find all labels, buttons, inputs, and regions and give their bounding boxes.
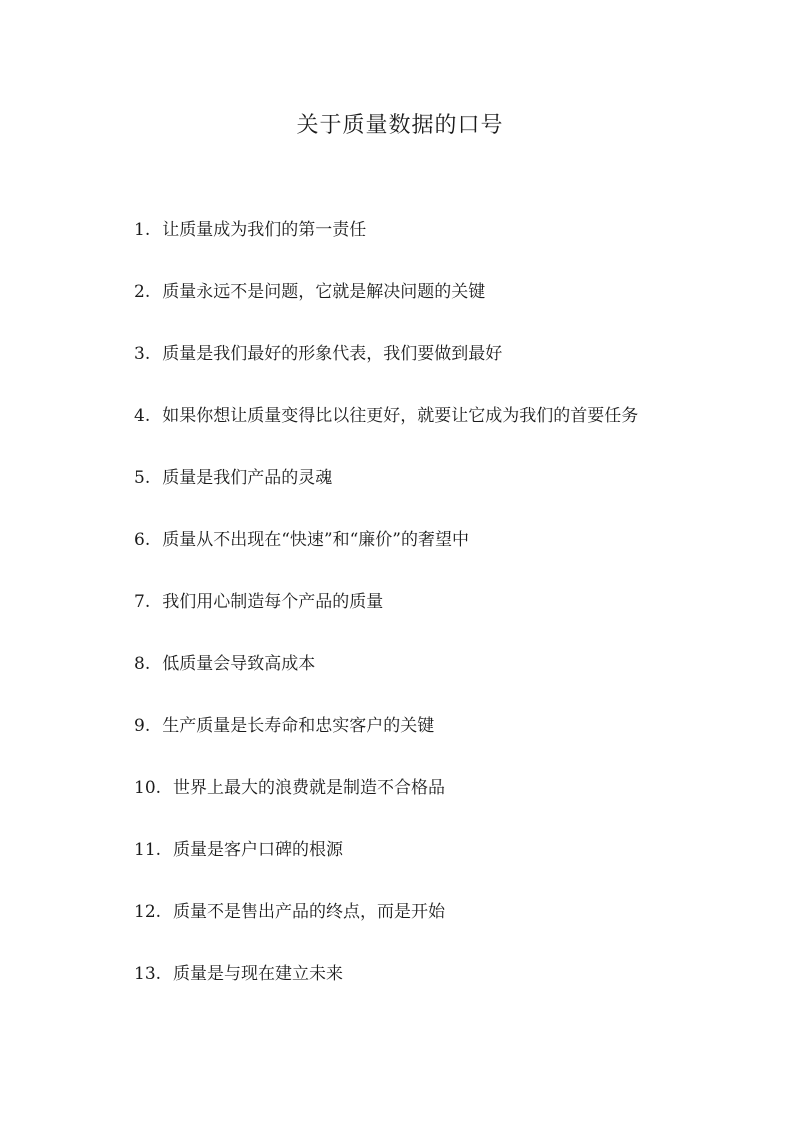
item-number: 6.	[134, 530, 151, 550]
list-item	[134, 712, 774, 774]
item-number: 1.	[134, 220, 151, 240]
item-text: 质量是客户口碑的根源	[173, 840, 344, 860]
list-item	[134, 402, 774, 464]
list-item	[134, 960, 774, 1022]
item-number: 4.	[134, 406, 151, 426]
item-text: 我们用心制造每个产品的质量	[162, 592, 384, 612]
slogan-list	[134, 216, 774, 1022]
item-text: 质量从不出现在“快速”和“廉价”的奢望中	[162, 530, 469, 550]
list-item	[134, 898, 774, 960]
item-number: 10.	[134, 778, 162, 798]
item-text: 质量是我们最好的形象代表，我们要做到最好	[162, 344, 503, 364]
list-item	[134, 588, 774, 650]
list-item	[134, 216, 774, 278]
list-item	[134, 464, 774, 526]
list-item	[134, 836, 774, 898]
item-text: 如果你想让质量变得比以往更好，就要让它成为我们的首要任务	[162, 406, 639, 426]
list-item	[134, 650, 774, 712]
item-number: 9.	[134, 716, 151, 736]
list-item	[134, 278, 774, 340]
page-title: 关于质量数据的口号	[296, 112, 504, 138]
item-number: 8.	[134, 654, 151, 674]
item-number: 11.	[134, 840, 162, 860]
list-item	[134, 340, 774, 402]
item-number: 13.	[134, 964, 162, 984]
item-text: 质量是与现在建立未来	[173, 964, 344, 984]
item-number: 3.	[134, 344, 151, 364]
item-text: 质量永远不是问题，它就是解决问题的关键	[162, 282, 486, 302]
item-text: 生产质量是长寿命和忠实客户的关键	[162, 716, 435, 736]
list-item	[134, 526, 774, 588]
list-item	[134, 774, 774, 836]
item-text: 世界上最大的浪费就是制造不合格品	[173, 778, 446, 798]
item-number: 7.	[134, 592, 151, 612]
item-number: 12.	[134, 902, 162, 922]
item-text: 质量不是售出产品的终点，而是开始	[173, 902, 446, 922]
item-number: 5.	[134, 468, 151, 488]
item-text: 低质量会导致高成本	[162, 654, 316, 674]
item-number: 2.	[134, 282, 151, 302]
item-text: 质量是我们产品的灵魂	[162, 468, 333, 488]
item-text: 让质量成为我们的第一责任	[162, 220, 367, 240]
